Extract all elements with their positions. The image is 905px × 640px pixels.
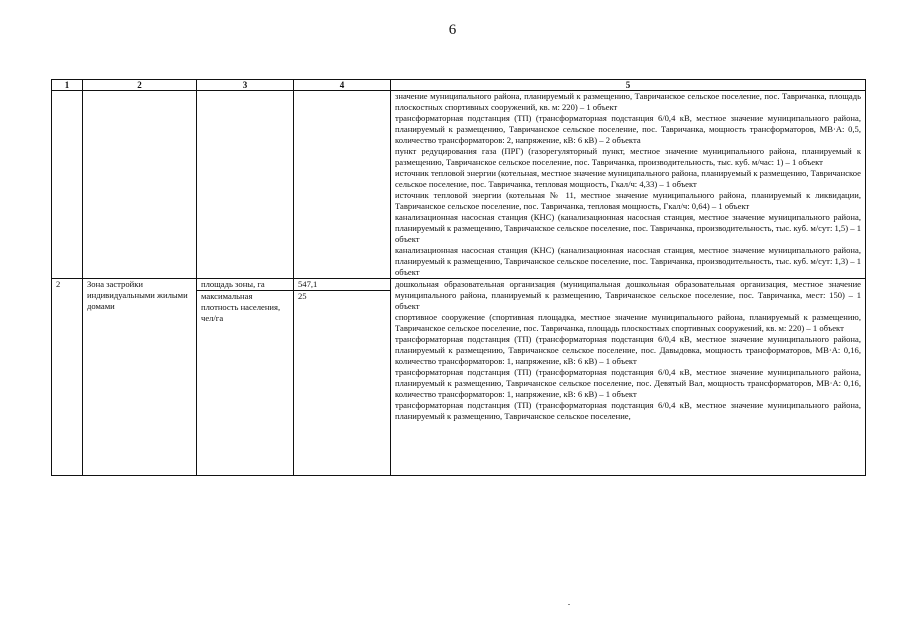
header-col-4: 4	[294, 80, 391, 91]
header-col-2: 2	[83, 80, 197, 91]
object-item: трансформаторная подстанция (ТП) (трансформаторная подстанция 6/0,4 кВ, местное значение муниципального района, планируемый к размещению, Тавричанское сельское поселение,	[395, 400, 861, 421]
cell-objects	[391, 91, 866, 279]
cell-zone: Зона застройки индивидуальными жилыми домами	[83, 279, 197, 476]
param-name-density: максимальная плотность населения, чел/га	[201, 291, 281, 323]
table-row-continuation	[52, 91, 866, 279]
param-value-density: 25	[298, 291, 307, 301]
cell-param-name	[197, 91, 294, 279]
page-number: 6	[448, 22, 457, 38]
object-item: канализационная насосная станция (КНС) (канализационная насосная станция, местное значение муниципального района, планируемый к размещению, Тавричанское сельское поселение, пос. Тавричанка, производительность, тыс. куб. м/сут: 1,5) – 1 объект	[395, 212, 861, 244]
cell-param-value	[294, 91, 391, 279]
object-item: источник тепловой энергии (котельная № 11, местное значение муниципального района, планируемый к ликвидации, Тавричанское сельское поселение, пос. Тавричанка, тепловая мощность, Гкал/ч: 0,64) – 1 объект	[395, 190, 861, 211]
object-item: значение муниципального района, планируемый к размещению, Тавричанское сельское поселение, пос. Тавричанка, площадь плоскостных спортивных сооружений, кв. м: 220) – 1 объект	[395, 91, 861, 112]
object-item: трансформаторная подстанция (ТП) (трансформаторная подстанция 6/0,4 кВ, местное значение муниципального района, планируемый к размещению, Тавричанское сельское поселение, пос. Девятый Вал, мощность трансформаторов, МВ·А: 0,16, количество трансформаторов: 1, напряжение, кВ: 6 кВ) – 1 объект	[395, 367, 861, 399]
header-col-3: 3	[197, 80, 294, 91]
object-item: дошкольная образовательная организация (муниципальная дошкольная образовательная организация, местное значение муниципального района, планируемый к размещению, Тавричанское сельское поселение, пос. Тавричанка, мест: 150) – 1 объект	[395, 279, 861, 311]
header-col-5: 5	[391, 80, 866, 91]
object-item: пункт редуцирования газа (ПРГ) (газорегуляторный пункт, местное значение муниципального района, планируемый к размещению, Тавричанское сельское поселение, пос. Тавричанка, производительность, тыс. куб. м/час: 1) – 1 объект	[395, 146, 861, 167]
scan-speck	[568, 604, 570, 605]
cell-param-values	[294, 279, 391, 476]
object-item: трансформаторная подстанция (ТП) (трансформаторная подстанция 6/0,4 кВ, местное значение муниципального района, планируемый к размещению, Тавричанское сельское поселение, пос. Давыдовка, мощность трансформаторов, МВ·А: 0,16, количество трансформаторов: 1, напряжение, кВ: 6 кВ) – 1 объект	[395, 334, 861, 366]
zones-table	[51, 79, 866, 476]
object-item: источник тепловой энергии (котельная, местное значение муниципального района, планируемый к размещению, Тавричанское сельское поселение, пос. Тавричанка, тепловая мощность, Гкал/ч: 4,33) – 1 объект	[395, 168, 861, 189]
cell-num: 2	[52, 279, 83, 476]
table-header-row	[52, 80, 866, 91]
object-item: канализационная насосная станция (КНС) (канализационная насосная станция, местное значение муниципального района, планируемый к размещению, Тавричанское сельское поселение, пос. Тавричанка, производительность, тыс. куб. м/сут: 1,3) – 1 объект	[395, 245, 861, 277]
cell-objects	[391, 279, 866, 476]
header-col-1: 1	[52, 80, 83, 91]
param-name-area: площадь зоны, га	[197, 279, 293, 291]
cell-zone	[83, 91, 197, 279]
param-value-area: 547,1	[294, 279, 390, 291]
cell-param-names	[197, 279, 294, 476]
table-row-zone-2	[52, 279, 866, 476]
cell-num	[52, 91, 83, 279]
object-item: трансформаторная подстанция (ТП) (трансформаторная подстанция 6/0,4 кВ, местное значение муниципального района, планируемый к размещению, Тавричанское сельское поселение, пос. Тавричанка, мощность трансформаторов, МВ·А: 0,5, количество трансформаторов: 2, напряжение, кВ: 6 кВ) – 2 объекта	[395, 113, 861, 145]
object-item: спортивное сооружение (спортивная площадка, местное значение муниципального района, планируемый к размещению, Тавричанское сельское поселение, пос. Тавричанка, площадь плоскостных спортивных сооружений, кв. м: 220) – 1 объект	[395, 312, 861, 333]
